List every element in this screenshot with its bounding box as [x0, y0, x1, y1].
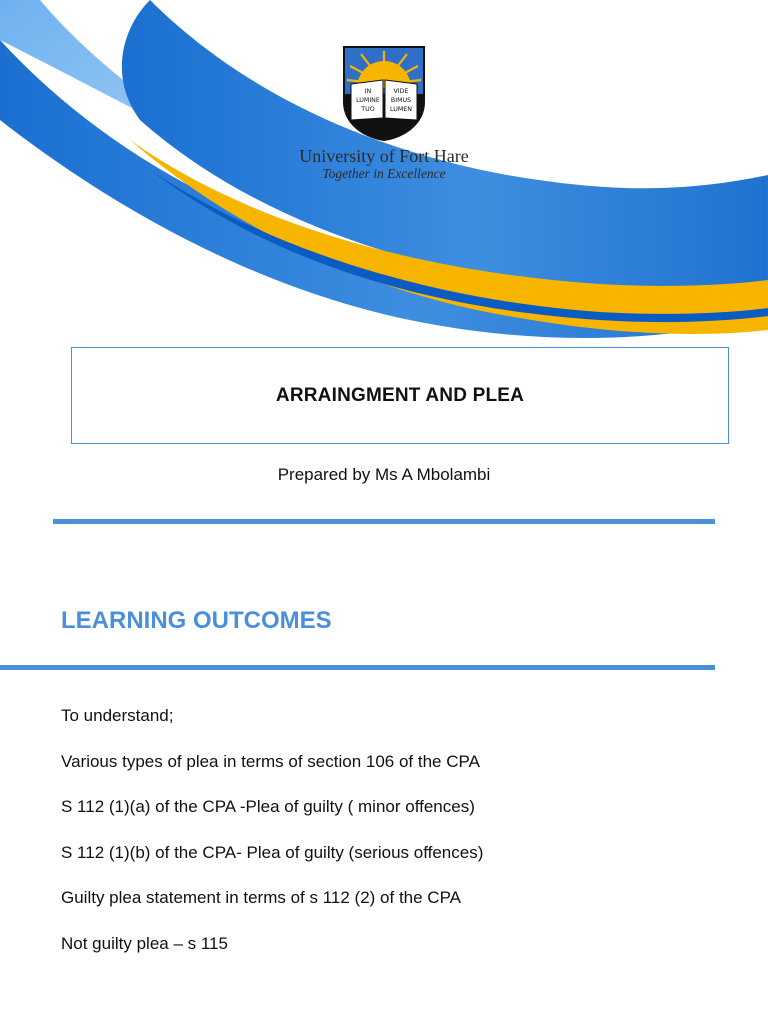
list-item: Not guilty plea – s 115	[61, 933, 228, 953]
divider	[53, 519, 715, 524]
motto-word: LUMEN	[390, 106, 412, 113]
university-crest-logo	[341, 44, 427, 142]
divider	[0, 665, 715, 670]
intro-text: To understand;	[61, 706, 174, 725]
motto-word: LUMINE	[356, 97, 380, 104]
motto-word: BIMUS	[390, 97, 412, 104]
list-item: Guilty plea statement in terms of s 112 (2) of the CPA	[61, 888, 461, 908]
section-heading: LEARNING OUTCOMES	[61, 607, 332, 634]
author-line: Prepared by Ms A Mbolambi	[277, 465, 491, 484]
motto-word: TUO	[361, 106, 375, 113]
motto-word: IN	[364, 88, 372, 95]
list-item: S 112 (1)(b) of the CPA- Plea of guilty (serious offences)	[61, 842, 484, 862]
university-tagline: Together in Excellence	[322, 166, 446, 181]
list-item: S 112 (1)(a) of the CPA -Plea of guilty ( minor offences)	[61, 797, 475, 817]
page-title: ARRAINGMENT AND PLEA	[275, 384, 525, 406]
motto-word: VIDE	[393, 88, 409, 95]
outcomes-list	[61, 751, 483, 978]
list-item: Various types of plea in terms of section 106 of the CPA	[61, 752, 480, 771]
title-box	[71, 347, 729, 444]
university-name: University of Fort Hare	[299, 146, 469, 166]
